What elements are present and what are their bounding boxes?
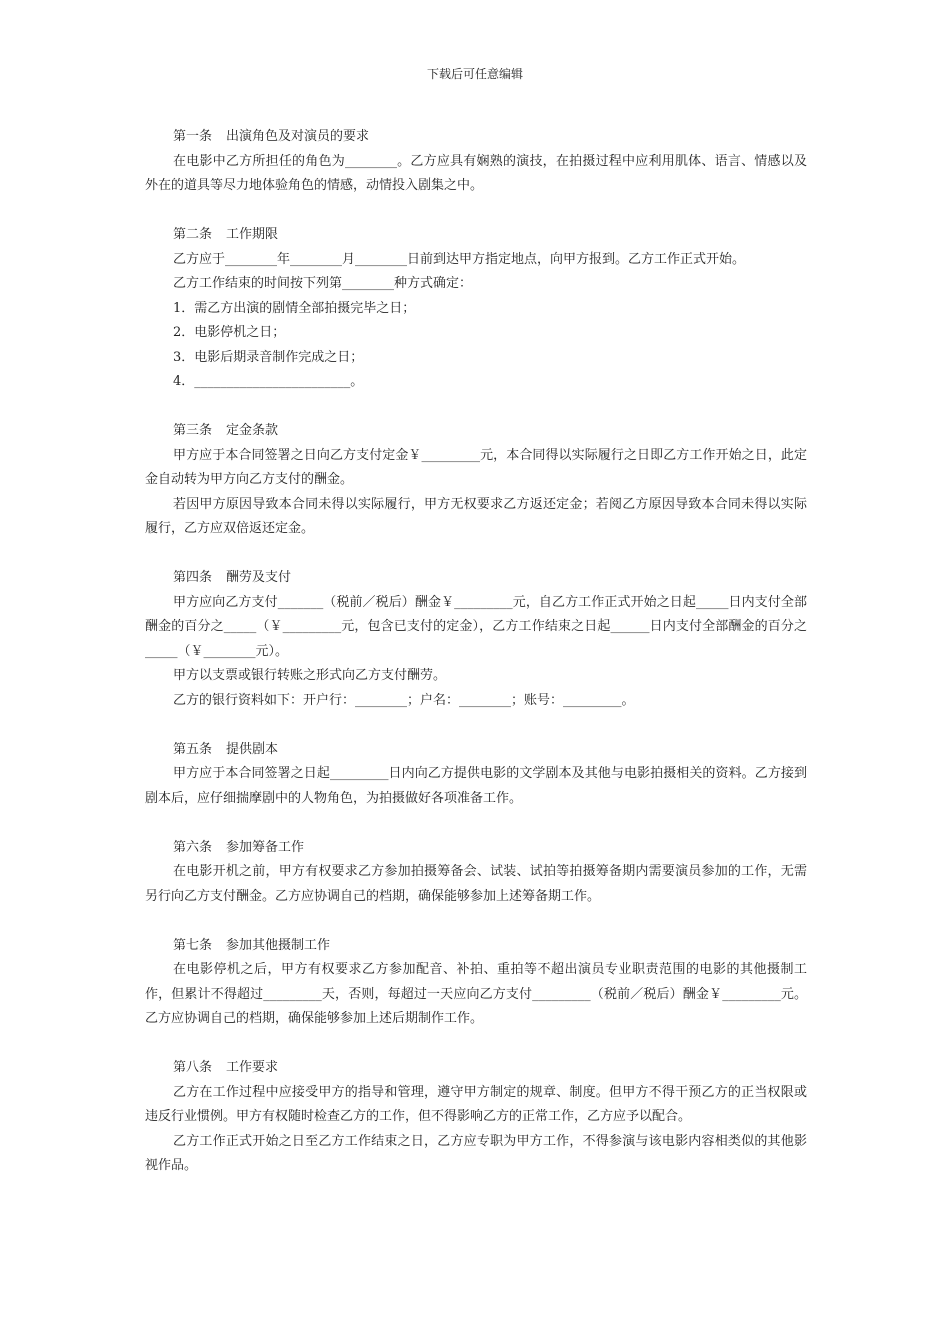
section-1 <box>145 125 807 199</box>
section-title: 酬劳及支付 <box>226 570 292 585</box>
paragraph: 甲方以支票或银行转账之形式向乙方支付酬劳。 <box>173 668 447 683</box>
paragraph: 乙方的银行资料如下：开户行：________；户名：________；账号：_________。 <box>173 692 635 708</box>
section-5 <box>145 738 807 812</box>
paragraph: 乙方工作结束的时间按下列第________种方式确定： <box>173 276 473 291</box>
section-heading <box>145 223 807 248</box>
section-number: 第四条 <box>173 570 213 585</box>
section-title: 工作期限 <box>226 227 279 242</box>
paragraph: 乙方工作正式开始之日至乙方工作结束之日，乙方应专职为甲方工作，不得参演与该电影内容相类似的其他影视作品。 <box>145 1133 807 1173</box>
list-item: 1．需乙方出演的剧情全部拍摄完毕之日； <box>173 300 416 316</box>
page-header-note: 下载后可任意编辑 <box>426 67 523 81</box>
section-4 <box>145 566 807 713</box>
paragraph: 甲方应于本合同签署之日向乙方支付定金￥_________元，本合同得以实际履行之日即乙方工作开始之日，此定金自动转为甲方向乙方支付的酬金。 <box>145 447 807 487</box>
section-heading <box>145 566 807 591</box>
section-heading <box>145 934 807 959</box>
paragraph: 若因甲方原因导致本合同未得以实际履行，甲方无权要求乙方返还定金；若阅乙方原因导致本合同未得以实际履行，乙方应双倍返还定金。 <box>145 496 807 536</box>
section-heading <box>145 738 807 763</box>
section-number: 第六条 <box>173 839 213 855</box>
section-heading <box>145 1056 807 1081</box>
paragraph: 在电影停机之后，甲方有权要求乙方参加配音、补拍、重拍等不超出演员专业职责范围的电影的其他摄制工作，但累计不得超过_________天，否则，每超过一天应向乙方支付_________（税前／税后）酬金￥_________元。乙方应协调自己的档期，确保能够参加上述后期制作工作。 <box>145 962 807 1026</box>
paragraph: 乙方应于________年________月________日前到达甲方指定地点，向甲方报到。乙方工作正式开始。 <box>173 251 746 267</box>
section-number: 第二条 <box>173 227 213 242</box>
section-title: 参加其他摄制工作 <box>226 937 331 953</box>
paragraph: 乙方在工作过程中应接受甲方的指导和管理，遵守甲方制定的规章、制度。但甲方不得干预乙方的正当权限或违反行业惯例。甲方有权随时检查乙方的工作，但不得影响乙方的正常工作，乙方应予以配合。 <box>145 1084 807 1124</box>
section-2 <box>145 223 807 395</box>
paragraph: 甲方应向乙方支付_______（税前／税后）酬金￥_________元，自乙方工作正式开始之日起_____日内支付全部酬金的百分之_____（￥_________元，包含已支付的定金），乙方工作结束之日起______日内支付全部酬金的百分之_____（￥________元）。 <box>145 594 807 659</box>
paragraph: 甲方应于本合同签署之日起_________日内向乙方提供电影的文学剧本及其他与电影拍摄相关的资料。乙方接到剧本后，应仔细揣摩剧中的人物角色，为拍摄做好各项准备工作。 <box>145 766 807 806</box>
section-6 <box>145 836 807 910</box>
contract-body <box>145 125 807 1203</box>
section-number: 第一条 <box>173 129 213 144</box>
section-number: 第七条 <box>173 937 213 953</box>
section-7 <box>145 934 807 1032</box>
section-title: 出演角色及对演员的要求 <box>226 129 370 144</box>
section-3 <box>145 419 807 542</box>
section-number: 第五条 <box>173 741 213 757</box>
section-heading <box>145 836 807 861</box>
list-item: 2．电影停机之日； <box>173 325 286 340</box>
section-title: 定金条款 <box>226 423 279 438</box>
section-number: 第三条 <box>173 423 213 438</box>
paragraph: 在电影开机之前，甲方有权要求乙方参加拍摄筹备会、试装、试拍等拍摄筹备期内需要演员参加的工作，无需另行向乙方支付酬金。乙方应协调自己的档期，确保能够参加上述筹备期工作。 <box>145 864 807 904</box>
section-heading <box>145 125 807 150</box>
section-title: 提供剧本 <box>226 741 279 757</box>
paragraph: 在电影中乙方所担任的角色为________。乙方应具有娴熟的演技，在拍摄过程中应利用肌体、语言、情感以及外在的道具等尽力地体验角色的情感，动情投入剧集之中。 <box>145 153 807 193</box>
list-item: 4．________________________。 <box>173 374 364 389</box>
section-8 <box>145 1056 807 1179</box>
section-title: 工作要求 <box>226 1060 279 1075</box>
list-item: 3．电影后期录音制作完成之日； <box>173 349 364 365</box>
section-title: 参加筹备工作 <box>226 839 305 855</box>
section-heading <box>145 419 807 444</box>
section-number: 第八条 <box>173 1060 213 1075</box>
